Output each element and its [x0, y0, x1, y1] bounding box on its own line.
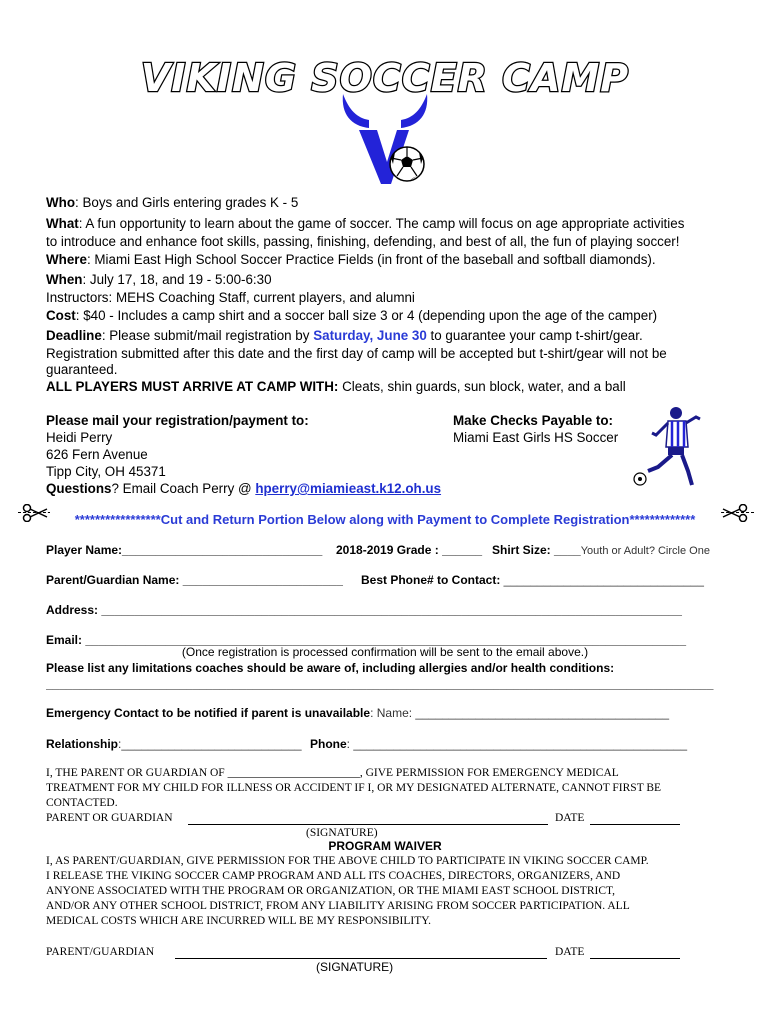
shirt-size-field[interactable] — [492, 543, 710, 557]
waiver-parent-label: PARENT/GUARDIAN — [46, 946, 155, 958]
mail-name: Heidi Perry — [46, 430, 113, 445]
mail-street: 626 Fern Avenue — [46, 447, 148, 462]
mail-city: Tipp City, OH 45371 — [46, 464, 166, 479]
waiver-line-2: I RELEASE THE VIKING SOCCER CAMP PROGRAM AND ALL ITS COACHES, DIRECTORS, ORGANIZERS, AND — [46, 870, 621, 882]
mail-heading: Please mail your registration/payment to: — [46, 413, 309, 428]
must-bring-text: Cleats, shin guards, sun block, water, and a ball — [338, 379, 626, 394]
waiver-line-1: I, AS PARENT/GUARDIAN, GIVE PERMISSION FOR THE ABOVE CHILD TO PARTICIPATE IN VIKING SOCCER CAMP. — [46, 855, 649, 867]
player-name-field[interactable] — [46, 543, 322, 557]
late-registration-line-2: guaranteed. — [46, 362, 118, 377]
waiver-date-label: DATE — [555, 946, 585, 958]
viking-v-logo-icon — [335, 90, 435, 190]
emergency-contact-field[interactable] — [46, 706, 669, 720]
waiver-signature-label: (SIGNATURE) — [316, 960, 394, 974]
shirt-size-note: Youth or Adult? Circle One — [580, 545, 710, 557]
who-line — [46, 195, 298, 211]
deadline-post: to guarantee your camp t-shirt/gear. — [426, 328, 643, 343]
phone-label: Phone — [310, 737, 347, 751]
instructors-line: Instructors: MEHS Coaching Staff, current players, and alumni — [46, 290, 415, 305]
permission-parent-label: PARENT OR GUARDIAN — [46, 812, 173, 824]
when-line — [46, 272, 272, 288]
relationship-label: Relationship — [46, 737, 119, 751]
permission-line-2: TREATMENT FOR MY CHILD FOR ILLNESS OR ACCIDENT IF I, OR MY DESIGNATED ALTERNATE, CANNOT FIRST BE — [46, 782, 662, 794]
soccer-player-icon — [630, 405, 710, 491]
emergency-contact-label: Emergency Contact to be notified if parent is unavailable — [46, 706, 371, 720]
relationship-blank: :___________________________ — [118, 737, 302, 751]
permission-line-1: I, THE PARENT OR GUARDIAN OF _______________________, GIVE PERMISSION FOR EMERGENCY MEDICAL — [46, 767, 619, 779]
cost-line — [46, 308, 657, 324]
page-title: VIKING SOCCER CAMP — [140, 56, 630, 100]
best-phone-label: Best Phone# to Contact: — [361, 573, 501, 587]
deadline-label: Deadline — [46, 328, 102, 343]
where-text: : Miami East High School Soccer Practice Fields (in front of the baseball and softball diamonds). — [86, 252, 656, 267]
permission-date-label: DATE — [555, 812, 585, 824]
soccer-ball-icon — [390, 147, 424, 181]
coach-email-link[interactable]: hperry@miamieast.k12.oh.us — [255, 481, 442, 496]
questions-label: Questions — [46, 481, 112, 496]
address-field[interactable]: Address: _______________________________________________________________________________________ — [46, 603, 682, 617]
best-phone-blank: ______________________________ — [500, 573, 704, 587]
waiver-line-3: ANYONE ASSOCIATED WITH THE PROGRAM OR ORGANIZATION, OR THE MIAMI EAST SCHOOL DISTRICT, — [46, 885, 616, 897]
who-label: Who — [46, 195, 75, 210]
cut-line-text: *****************Cut and Return Portion Below along with Payment to Complete Registration************* — [50, 512, 720, 528]
player-name-label: Player Name:______________________________ — [46, 543, 323, 557]
cost-text: : $40 - Includes a camp shirt and a soccer ball size 3 or 4 (depending upon the age of the camper) — [75, 308, 658, 323]
scissors-icon — [22, 504, 48, 522]
phone-field[interactable] — [310, 737, 687, 751]
emergency-name-blank: : Name: ______________________________________ — [370, 706, 670, 720]
limitations-label: Please list any limitations coaches should be aware of, including allergies and/or health conditions: — [46, 661, 615, 675]
scissors-icon — [722, 504, 748, 522]
best-phone-field[interactable] — [361, 573, 704, 587]
what-line-2: to introduce and enhance foot skills, passing, finishing, defending, and best of all, the fun of playing soccer! — [46, 234, 680, 249]
cost-label: Cost — [46, 308, 76, 323]
must-bring-label: ALL PLAYERS MUST ARRIVE AT CAMP WITH: — [46, 379, 339, 394]
parent-name-field[interactable] — [46, 573, 343, 587]
questions-text: ? Email Coach Perry @ — [111, 481, 256, 496]
email-field[interactable]: Email: __________________________________________________________________________________________ — [46, 633, 686, 647]
waiver-date-line[interactable] — [590, 958, 680, 959]
checks-payee: Miami East Girls HS Soccer — [453, 430, 619, 445]
must-bring-line — [46, 379, 626, 395]
what-line — [46, 216, 684, 232]
waiver-signature-line[interactable] — [175, 958, 547, 959]
questions-line — [46, 481, 441, 497]
late-registration-line: Registration submitted after this date and the first day of camp will be accepted but t-shirt/gear will not be — [46, 346, 667, 361]
when-text: : July 17, 18, and 19 - 5:00-6:30 — [82, 272, 272, 287]
deadline-date: Saturday, June 30 — [313, 328, 427, 343]
email-note: (Once registration is processed confirmation will be sent to the email above.) — [181, 645, 589, 659]
where-label: Where — [46, 252, 87, 267]
where-line — [46, 252, 656, 268]
phone-blank: : __________________________________________________ — [346, 737, 688, 751]
shirt-size-label: Shirt Size: ____ — [492, 543, 581, 557]
deadline-pre: : Please submit/mail registration by — [101, 328, 314, 343]
who-text: : Boys and Girls entering grades K - 5 — [75, 195, 299, 210]
limitations-field[interactable]: ____________________________________________________________________________________________________ — [46, 677, 714, 691]
relationship-field[interactable] — [46, 737, 302, 751]
what-text: : A fun opportunity to learn about the game of soccer. The camp will focus on age appropriate activities — [78, 216, 685, 231]
deadline-line — [46, 328, 643, 344]
parent-name-label: Parent/Guardian Name: ________________________ — [46, 573, 343, 587]
waiver-line-5: MEDICAL COSTS WHICH ARE INCURRED WILL BE MY RESPONSIBILITY. — [46, 915, 431, 927]
what-label: What — [46, 216, 79, 231]
permission-date-line[interactable] — [590, 824, 680, 825]
waiver-line-4: AND/OR ANY OTHER SCHOOL DISTRICT, FROM ANY LIABILITY ARISING FROM SOCCER PARTICIPATION. ALL — [46, 900, 630, 912]
permission-signature-line[interactable] — [188, 824, 548, 825]
permission-signature-label: (SIGNATURE) — [306, 827, 378, 839]
waiver-heading: PROGRAM WAIVER — [328, 839, 442, 853]
when-label: When — [46, 272, 83, 287]
checks-heading: Make Checks Payable to: — [453, 413, 614, 428]
grade-field[interactable] — [336, 543, 482, 557]
permission-line-3: CONTACTED. — [46, 797, 118, 809]
grade-label: 2018-2019 Grade : ______ — [336, 543, 483, 557]
